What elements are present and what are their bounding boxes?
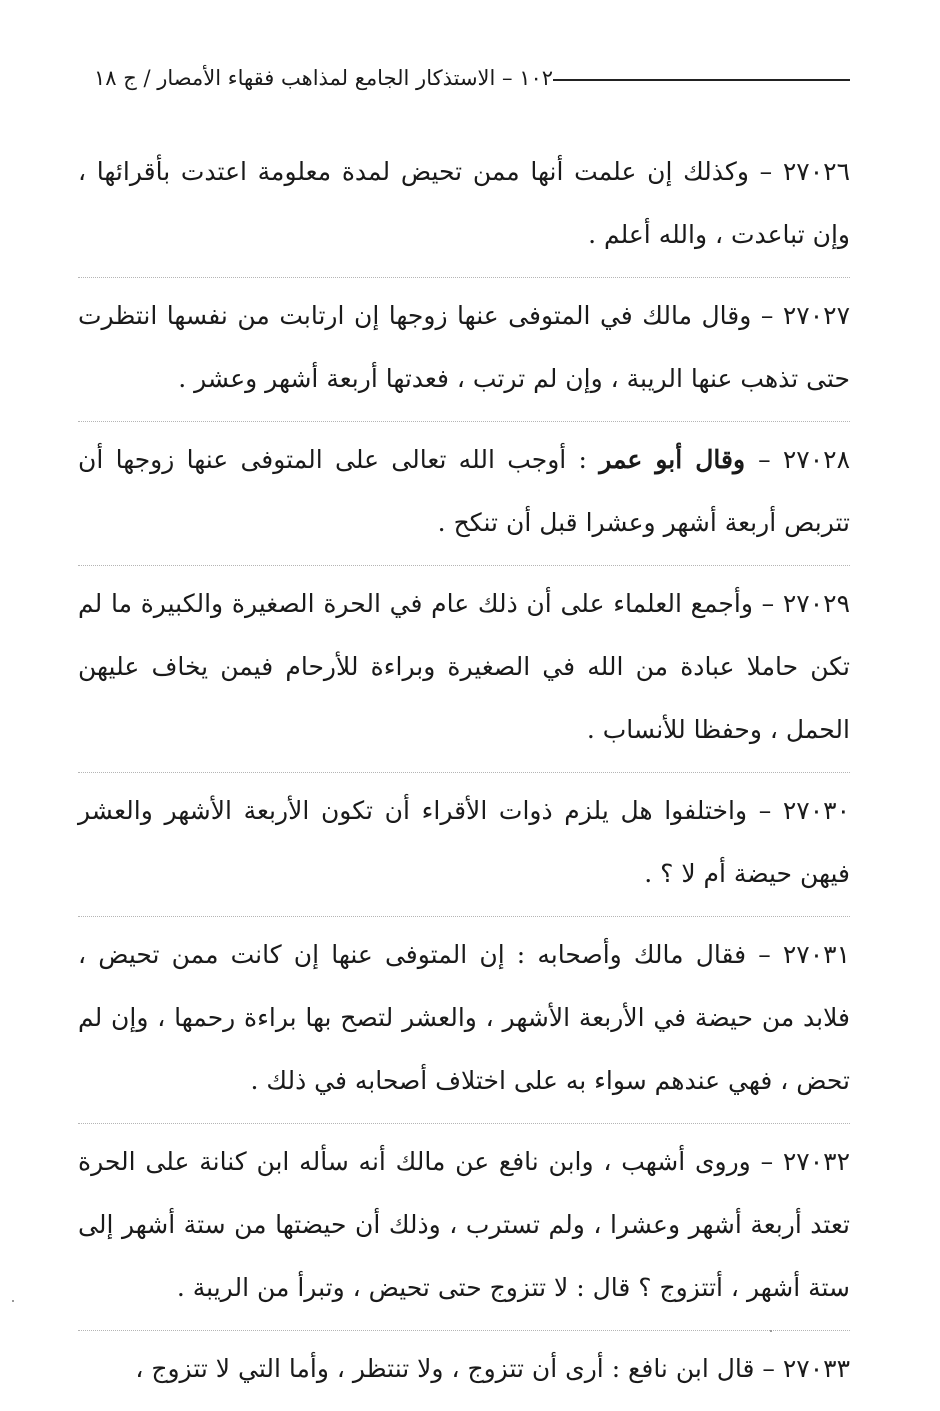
paragraph-text: وروى أشهب ، وابن نافع عن مالك أنه سأله ابن كنانة على الحرة تعتد أربعة أشهر وعشرا ، ولم تسترب ، وذلك أن حيضتها من ستة أشهر إلى ستة أشهر ، أتتزوج ؟ قال : لا تتزوج حتى تحيض ، وتبرأ من الريبة . bbox=[78, 1147, 850, 1302]
paragraph-number: ٢٧٠٣٣ – bbox=[762, 1354, 850, 1383]
paragraph-27029 bbox=[78, 565, 850, 761]
running-title: ١٠٢ – الاستذكار الجامع لمذاهب فقهاء الأمصار / ج ١٨ bbox=[94, 66, 554, 90]
paragraph-27027 bbox=[78, 277, 850, 410]
paragraph-27031 bbox=[78, 916, 850, 1112]
header-rule bbox=[553, 79, 850, 81]
paragraph-number: ٢٧٠٢٦ – bbox=[759, 157, 850, 186]
paragraph-27033 bbox=[78, 1330, 850, 1400]
paragraph-27028 bbox=[78, 421, 850, 554]
paragraph-number: ٢٧٠٣١ – bbox=[758, 940, 850, 969]
scan-speck bbox=[12, 1300, 14, 1302]
paragraph-number: ٢٧٠٣٢ – bbox=[760, 1147, 851, 1176]
paragraph-number: ٢٧٠٣٠ – bbox=[758, 796, 851, 825]
paragraph-27032 bbox=[78, 1123, 850, 1319]
paragraph-27026 bbox=[78, 140, 850, 266]
paragraph-text: وكذلك إن علمت أنها ممن تحيض لمدة معلومة اعتدت بأقرائها ، وإن تباعدت ، والله أعلم . bbox=[78, 157, 850, 249]
scan-speck bbox=[770, 1330, 772, 1332]
paragraph-number: ٢٧٠٢٨ – bbox=[758, 445, 850, 474]
speaker-name: وقال أبو عمر bbox=[599, 445, 759, 474]
page-body bbox=[78, 140, 850, 1411]
paragraph-text: وأجمع العلماء على أن ذلك عام في الحرة الصغيرة والكبيرة ما لم تكن حاملا عبادة من الله في الصغيرة وبراءة للأرحام فيمن يخاف عليهن الحمل ، وحفظا للأنساب . bbox=[78, 589, 850, 744]
paragraph-text: وقال مالك في المتوفى عنها زوجها إن ارتابت من نفسها انتظرت حتى تذهب عنها الريبة ، وإن لم ترتب ، فعدتها أربعة أشهر وعشر . bbox=[78, 301, 850, 393]
paragraph-27030 bbox=[78, 772, 850, 905]
paragraph-text: : أوجب الله تعالى على المتوفى عنها زوجها أن تتربص أربعة أشهر وعشرا قبل أن تنكح . bbox=[78, 445, 850, 537]
paragraph-number: ٢٧٠٢٩ – bbox=[761, 589, 850, 618]
paragraph-number: ٢٧٠٢٧ – bbox=[760, 301, 850, 330]
paragraph-text: قال ابن نافع : أرى أن تتزوج ، ولا تنتظر ، وأما التي لا تتزوج ، bbox=[135, 1354, 763, 1383]
paragraph-text: فقال مالك وأصحابه : إن المتوفى عنها إن كانت ممن تحيض ، فلابد من حيضة في الأربعة الأشهر ، والعشر لتصح بها براءة رحمها ، وإن لم تحض ، فهي عندهم سواء به على اختلاف أصحابه في ذلك . bbox=[78, 940, 850, 1095]
paragraph-text: واختلفوا هل يلزم ذوات الأقراء أن تكون الأربعة الأشهر والعشر فيهن حيضة أم لا ؟ . bbox=[78, 796, 850, 888]
page-header bbox=[80, 60, 850, 96]
